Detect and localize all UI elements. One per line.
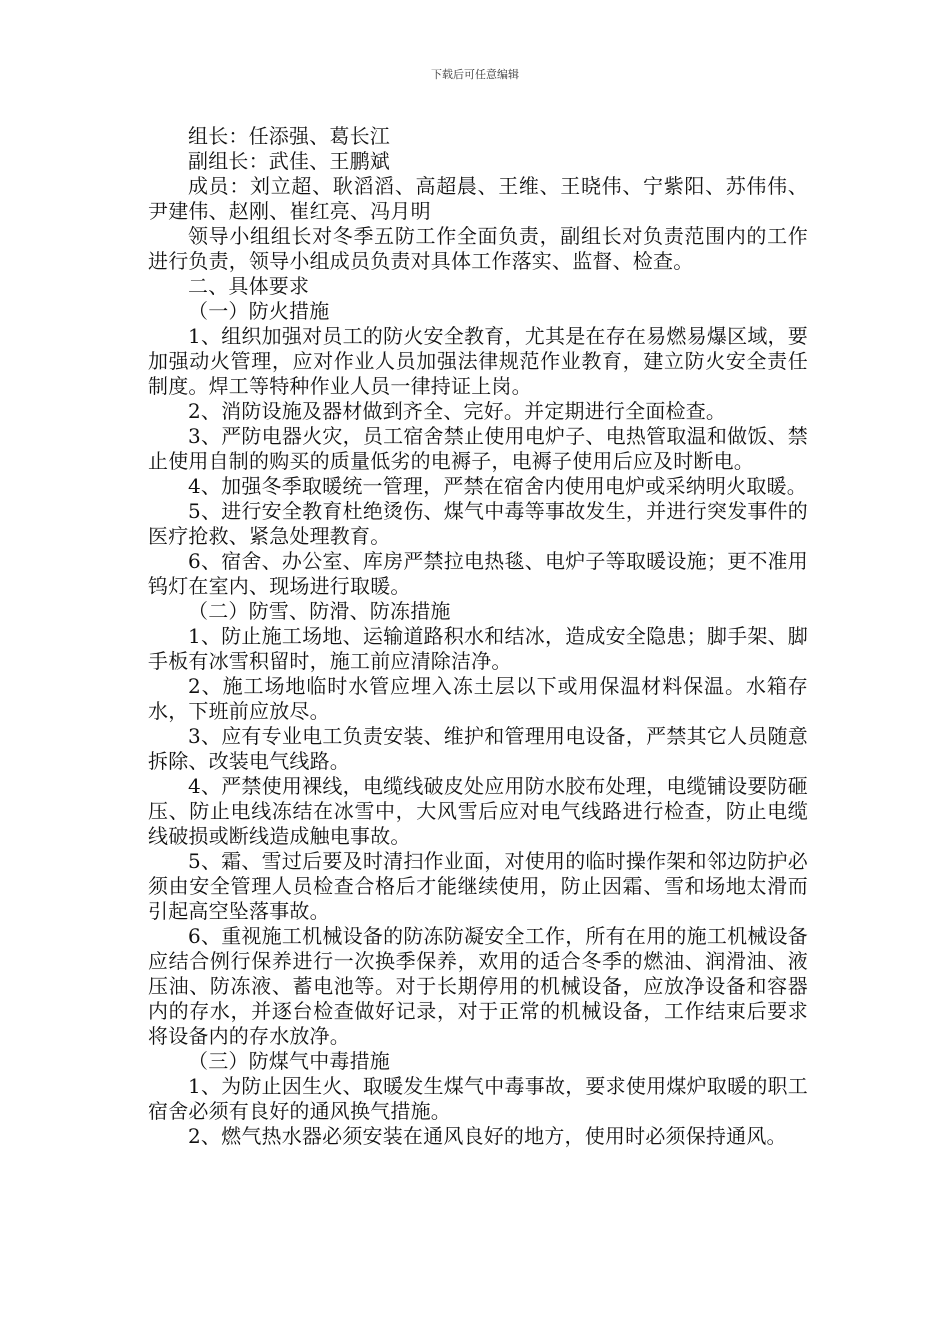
page-header: 下载后可任意编辑 xyxy=(431,68,519,81)
paragraph-snow-4: 4、严禁使用裸线，电缆线破皮处应用防水胶布处理，电缆铺设要防砸压、防止电线冻结在冰雪中，大风雪后应对电气线路进行检查，防止电缆线破损或断线造成触电事故。 xyxy=(148,774,808,848)
paragraph-members: 成员：刘立超、耿滔滔、高超晨、王维、王晓伟、宁紫阳、苏伟伟、尹建伟、赵刚、崔红亮、冯月明 xyxy=(148,174,808,223)
paragraph-snow-1: 1、防止施工场地、运输道路积水和结冰，造成安全隐患；脚手架、脚手板有冰雪积留时，施工前应清除洁净。 xyxy=(148,624,808,673)
subsection-heading-gas: （三）防煤气中毒措施 xyxy=(188,1049,390,1073)
paragraph-snow-6: 6、重视施工机械设备的防冻防凝安全工作，所有在用的施工机械设备应结合例行保养进行一次换季保养，欢用的适合冬季的燃油、润滑油、液压油、防冻液、蓄电池等。对于长期停用的机械设备，应放净设备和容器内的存水，并逐台检查做好记录，对于正常的机械设备，工作结束后要求将设备内的存水放净。 xyxy=(148,924,808,1048)
paragraph-fire-1: 1、组织加强对员工的防火安全教育，尤其是在存在易燃易爆区域，要加强动火管理，应对作业人员加强法律规范作业教育，建立防火安全责任制度。焊工等特种作业人员一律持证上岗。 xyxy=(148,324,808,398)
paragraph-deputy-leader: 副组长：武佳、王鹏斌 xyxy=(188,149,390,173)
paragraph-snow-5: 5、霜、雪过后要及时清扫作业面，对使用的临时操作架和邻边防护必须由安全管理人员检查合格后才能继续使用，防止因霜、雪和场地太滑而引起高空坠落事故。 xyxy=(148,849,808,923)
paragraph-snow-3: 3、应有专业电工负责安装、维护和管理用电设备，严禁其它人员随意拆除、改装电气线路。 xyxy=(148,724,808,773)
subsection-heading-fire: （一）防火措施 xyxy=(188,299,330,323)
document-body xyxy=(148,124,808,1149)
paragraph-fire-6: 6、宿舍、办公室、库房严禁拉电热毯、电炉子等取暖设施；更不准用钨灯在室内、现场进行取暖。 xyxy=(148,549,808,598)
subsection-heading-snow: （二）防雪、防滑、防冻措施 xyxy=(188,599,451,623)
paragraph-group-leader: 组长：任添强、葛长江 xyxy=(188,124,390,148)
paragraph-fire-2: 2、消防设施及器材做到齐全、完好。并定期进行全面检查。 xyxy=(188,399,727,423)
paragraph-fire-3: 3、严防电器火灾，员工宿舍禁止使用电炉子、电热管取温和做饭、禁止使用自制的购买的质量低劣的电褥子，电褥子使用后应及时断电。 xyxy=(148,424,808,473)
paragraph-fire-4: 4、加强冬季取暖统一管理，严禁在宿舍内使用电炉或采纳明火取暖。 xyxy=(188,474,807,498)
section-heading-requirements: 二、具体要求 xyxy=(188,274,310,298)
paragraph-gas-2: 2、燃气热水器必须安装在通风良好的地方，使用时必须保持通风。 xyxy=(188,1124,787,1148)
paragraph-fire-5: 5、进行安全教育杜绝烫伤、煤气中毒等事故发生，并进行突发事件的医疗抢救、紧急处理教育。 xyxy=(148,499,808,548)
paragraph-responsibility: 领导小组组长对冬季五防工作全面负责，副组长对负责范围内的工作进行负责，领导小组成员负责对具体工作落实、监督、检查。 xyxy=(148,224,808,273)
paragraph-gas-1: 1、为防止因生火、取暖发生煤气中毒事故，要求使用煤炉取暖的职工宿舍必须有良好的通风换气措施。 xyxy=(148,1074,808,1123)
paragraph-snow-2: 2、施工场地临时水管应埋入冻土层以下或用保温材料保温。水箱存水，下班前应放尽。 xyxy=(148,674,808,723)
